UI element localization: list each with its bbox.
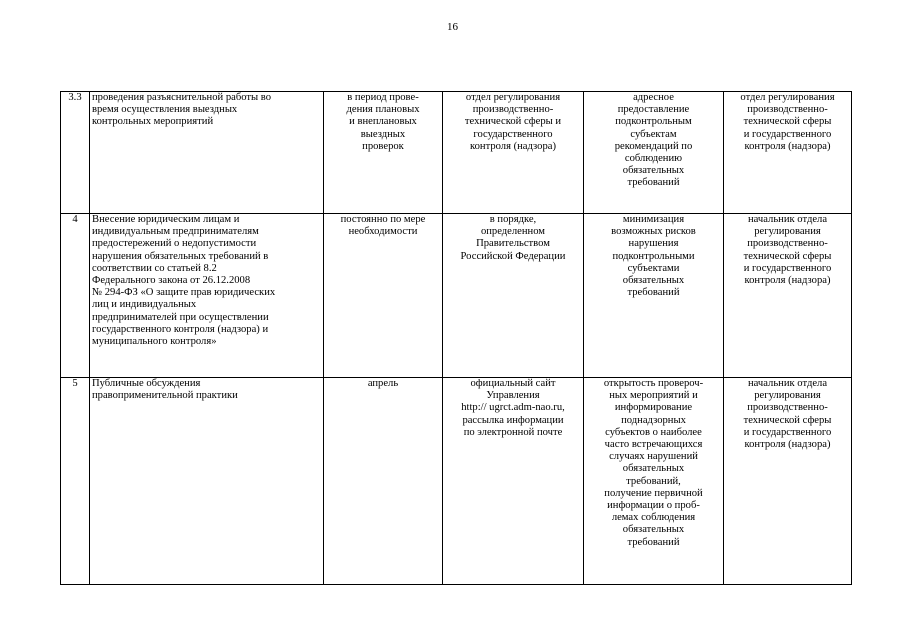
row-number: 5 — [61, 378, 90, 585]
table-row — [61, 214, 852, 378]
row-number: 3.3 — [61, 92, 90, 214]
method-cell: отдел регулирования производственно- технической сферы и государственного контроля (надзора) — [443, 92, 584, 214]
responsible-cell: начальник отдела регулирования производственно- технической сферы и государственного контроля (надзора) — [724, 378, 852, 585]
row-number: 4 — [61, 214, 90, 378]
page-number: 16 — [447, 21, 458, 33]
period-cell: апрель — [324, 378, 443, 585]
table-row — [61, 92, 852, 214]
responsible-cell: отдел регулирования производственно- технической сферы и государственного контроля (надзора) — [724, 92, 852, 214]
method-cell: официальный сайт Управления http:// ugrct.adm-nao.ru, рассылка информации по электронной почте — [443, 378, 584, 585]
method-cell: в порядке, определенном Правительством Российской Федерации — [443, 214, 584, 378]
event-name-cell: Внесение юридическим лицам и индивидуальным предпринимателям предостережений о недопустимости нарушения обязательных требований в соответствии со статьей 8.2 Федерального закона от 26.12.2008 № 294-ФЗ «О защите прав юридических лиц и индивидуальных предпринимателей при осуществлении государственного контроля (надзора) и муниципального контроля» — [90, 214, 324, 378]
responsible-cell: начальник отдела регулирования производственно- технической сферы и государственного контроля (надзора) — [724, 214, 852, 378]
expected-result-cell: открытость провероч- ных мероприятий и информирование поднадзорных субъектов о наиболее часто встречающихся случаях нарушений обязательных требований, получение первичной информации о проб- лемах соблюдения обязательных требований — [584, 378, 724, 585]
period-cell: постоянно по мере необходимости — [324, 214, 443, 378]
events-table — [60, 91, 852, 585]
expected-result-cell: адресное предоставление подконтрольным субъектам рекомендаций по соблюдению обязательных требований — [584, 92, 724, 214]
event-name-cell: Публичные обсуждения правоприменительной практики — [90, 378, 324, 585]
expected-result-cell: минимизация возможных рисков нарушения подконтрольными субъектами обязательных требований — [584, 214, 724, 378]
event-name-cell: проведения разъяснительной работы во время осуществления выездных контрольных мероприятий — [90, 92, 324, 214]
table-row — [61, 378, 852, 585]
period-cell: в период прове- дения плановых и внеплановых выездных проверок — [324, 92, 443, 214]
